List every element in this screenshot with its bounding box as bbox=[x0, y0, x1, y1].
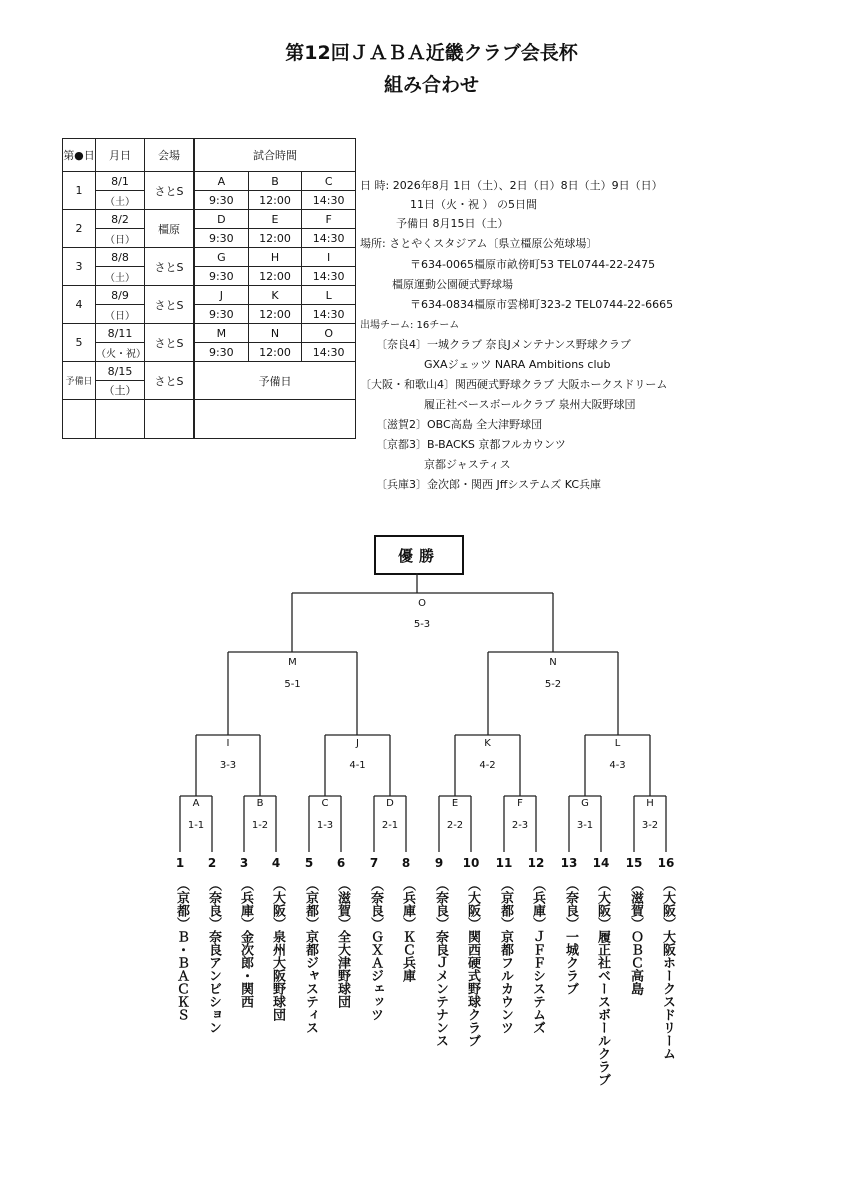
team-name: （奈良）一城クラブ bbox=[563, 878, 578, 995]
team-name: （兵庫）ＫＣ兵庫 bbox=[400, 878, 415, 982]
game-score: 3-1 bbox=[576, 820, 594, 831]
time-cell: 9:30 bbox=[194, 191, 248, 210]
time-cell: 12:00 bbox=[248, 229, 302, 248]
reserve-dow: （土） bbox=[96, 381, 145, 400]
team-name: （京都）京都ジャスティス bbox=[303, 878, 318, 1034]
day-cell: 1 bbox=[63, 172, 96, 210]
time-cell: 14:30 bbox=[302, 191, 356, 210]
game-label: K bbox=[484, 738, 491, 749]
game-cell: J bbox=[194, 286, 248, 305]
time-cell: 14:30 bbox=[302, 343, 356, 362]
team-name: （奈良）奈良Ｊメンテナンス bbox=[433, 878, 448, 1047]
game-label: E bbox=[451, 798, 459, 809]
day-cell: 4 bbox=[63, 286, 96, 324]
day-cell: 2 bbox=[63, 210, 96, 248]
game-label: D bbox=[386, 798, 394, 809]
time-cell: 12:00 bbox=[248, 267, 302, 286]
date-cell: 8/2 bbox=[96, 210, 145, 229]
game-score: 1-3 bbox=[316, 820, 334, 831]
game-label: C bbox=[321, 798, 329, 809]
reserve-venue: さとS bbox=[145, 362, 195, 400]
game-label: L bbox=[614, 738, 621, 749]
reserve-day: 予備日 bbox=[63, 362, 96, 400]
game-cell: C bbox=[302, 172, 356, 191]
header-time: 試合時間 bbox=[194, 139, 356, 172]
time-cell: 14:30 bbox=[302, 229, 356, 248]
game-score: 1-1 bbox=[187, 820, 205, 831]
game-label: A bbox=[192, 798, 200, 809]
dow-cell: （日） bbox=[96, 229, 145, 248]
info-dates: 日 時: 2026年8月 1日（土）、2日（日）8日（土）9日（日） bbox=[360, 179, 663, 192]
day-cell: 3 bbox=[63, 248, 96, 286]
info-osaka-1: 〔大阪・和歌山4〕関西硬式野球クラブ 大阪ホークスドリーム bbox=[360, 378, 668, 391]
header-day: 第●日 bbox=[63, 139, 96, 172]
time-cell: 14:30 bbox=[302, 267, 356, 286]
dow-cell: （土） bbox=[96, 267, 145, 286]
game-cell: N bbox=[248, 324, 302, 343]
game-score: 3-3 bbox=[219, 760, 237, 771]
header-venue: 会場 bbox=[145, 139, 195, 172]
team-name: （兵庫）ＪＦＦシステムズ bbox=[530, 878, 545, 1034]
game-cell: A bbox=[194, 172, 248, 191]
game-cell: G bbox=[194, 248, 248, 267]
team-name: （奈良）ＧＸＡジェッツ bbox=[368, 878, 383, 1021]
info-shiga: 〔滋賀2〕OBC高島 全大津野球団 bbox=[376, 418, 543, 431]
game-cell: B bbox=[248, 172, 302, 191]
time-cell: 9:30 bbox=[194, 229, 248, 248]
date-cell: 8/8 bbox=[96, 248, 145, 267]
game-cell: E bbox=[248, 210, 302, 229]
day-cell: 5 bbox=[63, 324, 96, 362]
team-name: （大阪）大阪ホークスドリーム bbox=[660, 878, 675, 1060]
team-number: 10 bbox=[462, 856, 480, 870]
team-number: 12 bbox=[527, 856, 545, 870]
team-number: 13 bbox=[560, 856, 578, 870]
team-number: 6 bbox=[336, 856, 346, 870]
game-score: 4-3 bbox=[609, 760, 626, 771]
game-label: B bbox=[256, 798, 264, 809]
venue-cell: 橿原 bbox=[145, 210, 195, 248]
team-name: （兵庫）金次郎・関西 bbox=[238, 878, 253, 1008]
game-label: F bbox=[517, 798, 523, 809]
venue-cell: さとS bbox=[145, 324, 195, 362]
game-cell: L bbox=[302, 286, 356, 305]
time-cell: 9:30 bbox=[194, 305, 248, 324]
time-cell: 12:00 bbox=[248, 343, 302, 362]
game-score: 5-3 bbox=[413, 619, 431, 630]
game-cell: H bbox=[248, 248, 302, 267]
page-title: 第12回ＪＡＢＡ近畿クラブ会長杯 bbox=[285, 42, 578, 64]
game-score: 2-2 bbox=[446, 820, 464, 831]
game-score: 4-1 bbox=[349, 760, 366, 771]
game-cell: F bbox=[302, 210, 356, 229]
info-dates-2: 11日（火・祝 ） の5日間 bbox=[410, 198, 537, 211]
team-name: （大阪）関西硬式野球クラブ bbox=[465, 878, 480, 1047]
game-score: 2-1 bbox=[381, 820, 399, 831]
team-number: 7 bbox=[369, 856, 379, 870]
team-number: 4 bbox=[271, 856, 281, 870]
game-label: M bbox=[288, 657, 297, 668]
game-label: N bbox=[549, 657, 557, 668]
team-name: （大阪）泉州大阪野球団 bbox=[270, 878, 285, 1021]
info-nara-2: GXAジェッツ NARA Ambitions club bbox=[424, 358, 611, 371]
time-cell: 12:00 bbox=[248, 191, 302, 210]
game-cell: M bbox=[194, 324, 248, 343]
game-score: 1-2 bbox=[251, 820, 269, 831]
champion-box: 優勝 bbox=[374, 535, 464, 575]
info-team-count: 出場チーム: 16チーム bbox=[360, 320, 460, 331]
info-reserve: 予備日 8月15日（土） bbox=[396, 217, 509, 230]
team-number: 3 bbox=[239, 856, 249, 870]
header-date: 月日 bbox=[96, 139, 145, 172]
game-cell: K bbox=[248, 286, 302, 305]
time-cell: 12:00 bbox=[248, 305, 302, 324]
team-number: 5 bbox=[304, 856, 314, 870]
team-number: 16 bbox=[657, 856, 675, 870]
game-cell: I bbox=[302, 248, 356, 267]
dow-cell: （日） bbox=[96, 305, 145, 324]
game-score: 5-2 bbox=[544, 679, 562, 690]
info-venue-2-address: 〒634-0834橿原市雲梯町323-2 TEL0744-22-6665 bbox=[410, 298, 674, 311]
team-number: 15 bbox=[625, 856, 643, 870]
info-nara-1: 〔奈良4〕一城クラブ 奈良Jメンテナンス野球クラブ bbox=[376, 338, 631, 351]
reserve-date: 8/15 bbox=[96, 362, 145, 381]
game-score: 4-2 bbox=[479, 760, 496, 771]
team-number: 11 bbox=[495, 856, 513, 870]
game-label: O bbox=[418, 598, 426, 609]
team-name: （大阪）履正社ベースボールクラブ bbox=[595, 878, 610, 1086]
game-label: J bbox=[356, 738, 359, 749]
info-kyoto-2: 京都ジャスティス bbox=[424, 458, 511, 471]
team-number: 8 bbox=[401, 856, 411, 870]
venue-cell: さとS bbox=[145, 172, 195, 210]
info-hyogo: 〔兵庫3〕金次郎・関西 Jffシステムズ KC兵庫 bbox=[376, 478, 602, 491]
game-score: 5-1 bbox=[284, 679, 301, 690]
time-cell: 14:30 bbox=[302, 305, 356, 324]
info-venue-2: 橿原運動公園硬式野球場 bbox=[392, 278, 513, 291]
game-label: G bbox=[581, 798, 589, 809]
time-cell: 9:30 bbox=[194, 343, 248, 362]
team-name: （滋賀）全大津野球団 bbox=[335, 878, 350, 1008]
game-label: H bbox=[646, 798, 654, 809]
venue-cell: さとS bbox=[145, 286, 195, 324]
team-name: （京都）Ｂ・ＢＡＣＫＳ bbox=[174, 878, 189, 1021]
team-name: （奈良）奈良アンビション bbox=[206, 878, 221, 1034]
game-cell: O bbox=[302, 324, 356, 343]
team-number: 14 bbox=[592, 856, 610, 870]
info-kyoto-1: 〔京都3〕B-BACKS 京都フルカウンツ bbox=[376, 438, 566, 451]
team-number: 9 bbox=[434, 856, 444, 870]
reserve-note: 予備日 bbox=[194, 362, 356, 400]
time-cell: 9:30 bbox=[194, 267, 248, 286]
info-venue: 場所: さとやくスタジアム〔県立橿原公苑球場〕 bbox=[360, 237, 598, 250]
page-subtitle: 組み合わせ bbox=[383, 74, 479, 96]
team-number: 1 bbox=[175, 856, 185, 870]
dow-cell: （火・祝） bbox=[96, 343, 145, 362]
game-label: I bbox=[226, 738, 230, 749]
game-score: 2-3 bbox=[511, 820, 529, 831]
game-cell: D bbox=[194, 210, 248, 229]
game-score: 3-2 bbox=[641, 820, 659, 831]
date-cell: 8/1 bbox=[96, 172, 145, 191]
dow-cell: （土） bbox=[96, 191, 145, 210]
info-osaka-2: 履正社ベースボールクラブ 泉州大阪野球団 bbox=[424, 398, 636, 411]
venue-cell: さとS bbox=[145, 248, 195, 286]
date-cell: 8/9 bbox=[96, 286, 145, 305]
team-name: （滋賀）ＯＢＣ高島 bbox=[628, 878, 643, 995]
info-venue-address: 〒634-0065橿原市畝傍町53 TEL0744-22-2475 bbox=[410, 258, 656, 271]
team-number: 2 bbox=[207, 856, 217, 870]
date-cell: 8/11 bbox=[96, 324, 145, 343]
team-name: （京都）京都フルカウンツ bbox=[498, 878, 513, 1034]
